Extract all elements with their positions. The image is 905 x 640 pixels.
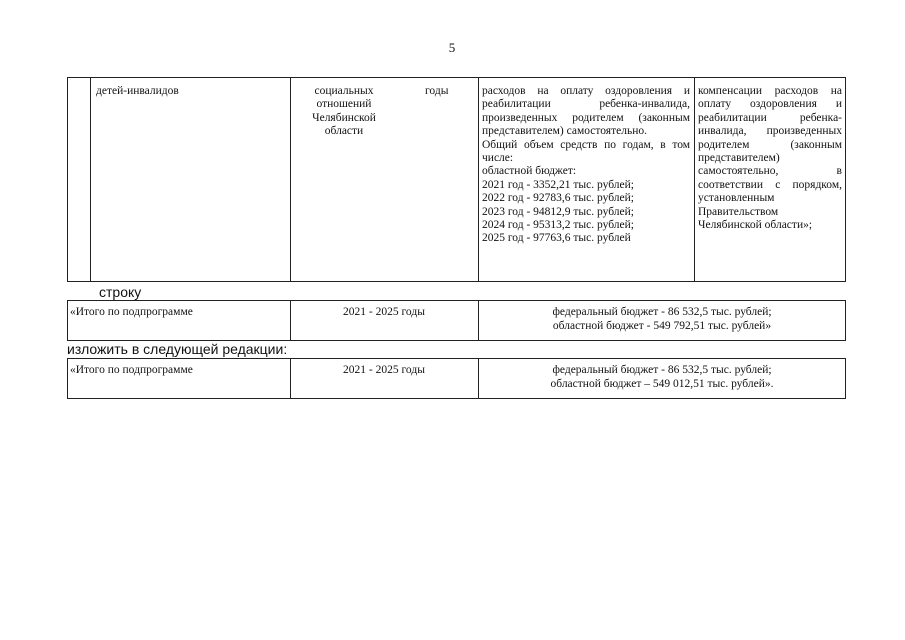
old-row-period: 2021 - 2025 годы xyxy=(343,306,425,318)
old-row-title: «Итого по подпрограмме xyxy=(70,306,193,318)
cell-result: компенсации расходов на оплату оздоровления и реабилитации ребенка-инвалида, произведенных родителем (законным представителем) самостоятельно, в соответствии с порядком, установленным Правительством Челябинской области»; xyxy=(698,85,842,232)
page-number: 5 xyxy=(448,40,456,55)
cell-department: социальных отношений Челябинской области xyxy=(312,85,376,138)
label-row: строку xyxy=(99,284,142,300)
old-row-regional: областной бюджет - 549 792,51 тыс. рублей» xyxy=(552,320,772,332)
label-new-edition: изложить в следующей редакции: xyxy=(67,341,288,357)
cell-category: детей-инвалидов xyxy=(96,85,179,97)
old-row-federal: федеральный бюджет - 86 532,5 тыс. рублей; xyxy=(552,306,772,318)
new-row-federal: федеральный бюджет - 86 532,5 тыс. рублей; xyxy=(552,364,772,376)
cell-funding: расходов на оплату оздоровления и реабилитации ребенка-инвалида, произведенных родителем (законным представителем) самостоятельно. Общий объем средств по годам, в том числе: областной бюджет: 2021 год - 3352,21 тыс. рублей; 2022 год - 92783,6 тыс. рублей; 2023 год - 94812,9 тыс. рублей; 2024 год - 95313,2 тыс. рублей; 2025 год - 97763,6 тыс. рублей xyxy=(482,85,690,245)
new-row-period: 2021 - 2025 годы xyxy=(343,364,425,376)
new-row-title: «Итого по подпрограмме xyxy=(70,364,193,376)
cell-period: годы xyxy=(425,85,449,97)
new-row-regional: областной бюджет – 549 012,51 тыс. рублей». xyxy=(550,378,774,390)
